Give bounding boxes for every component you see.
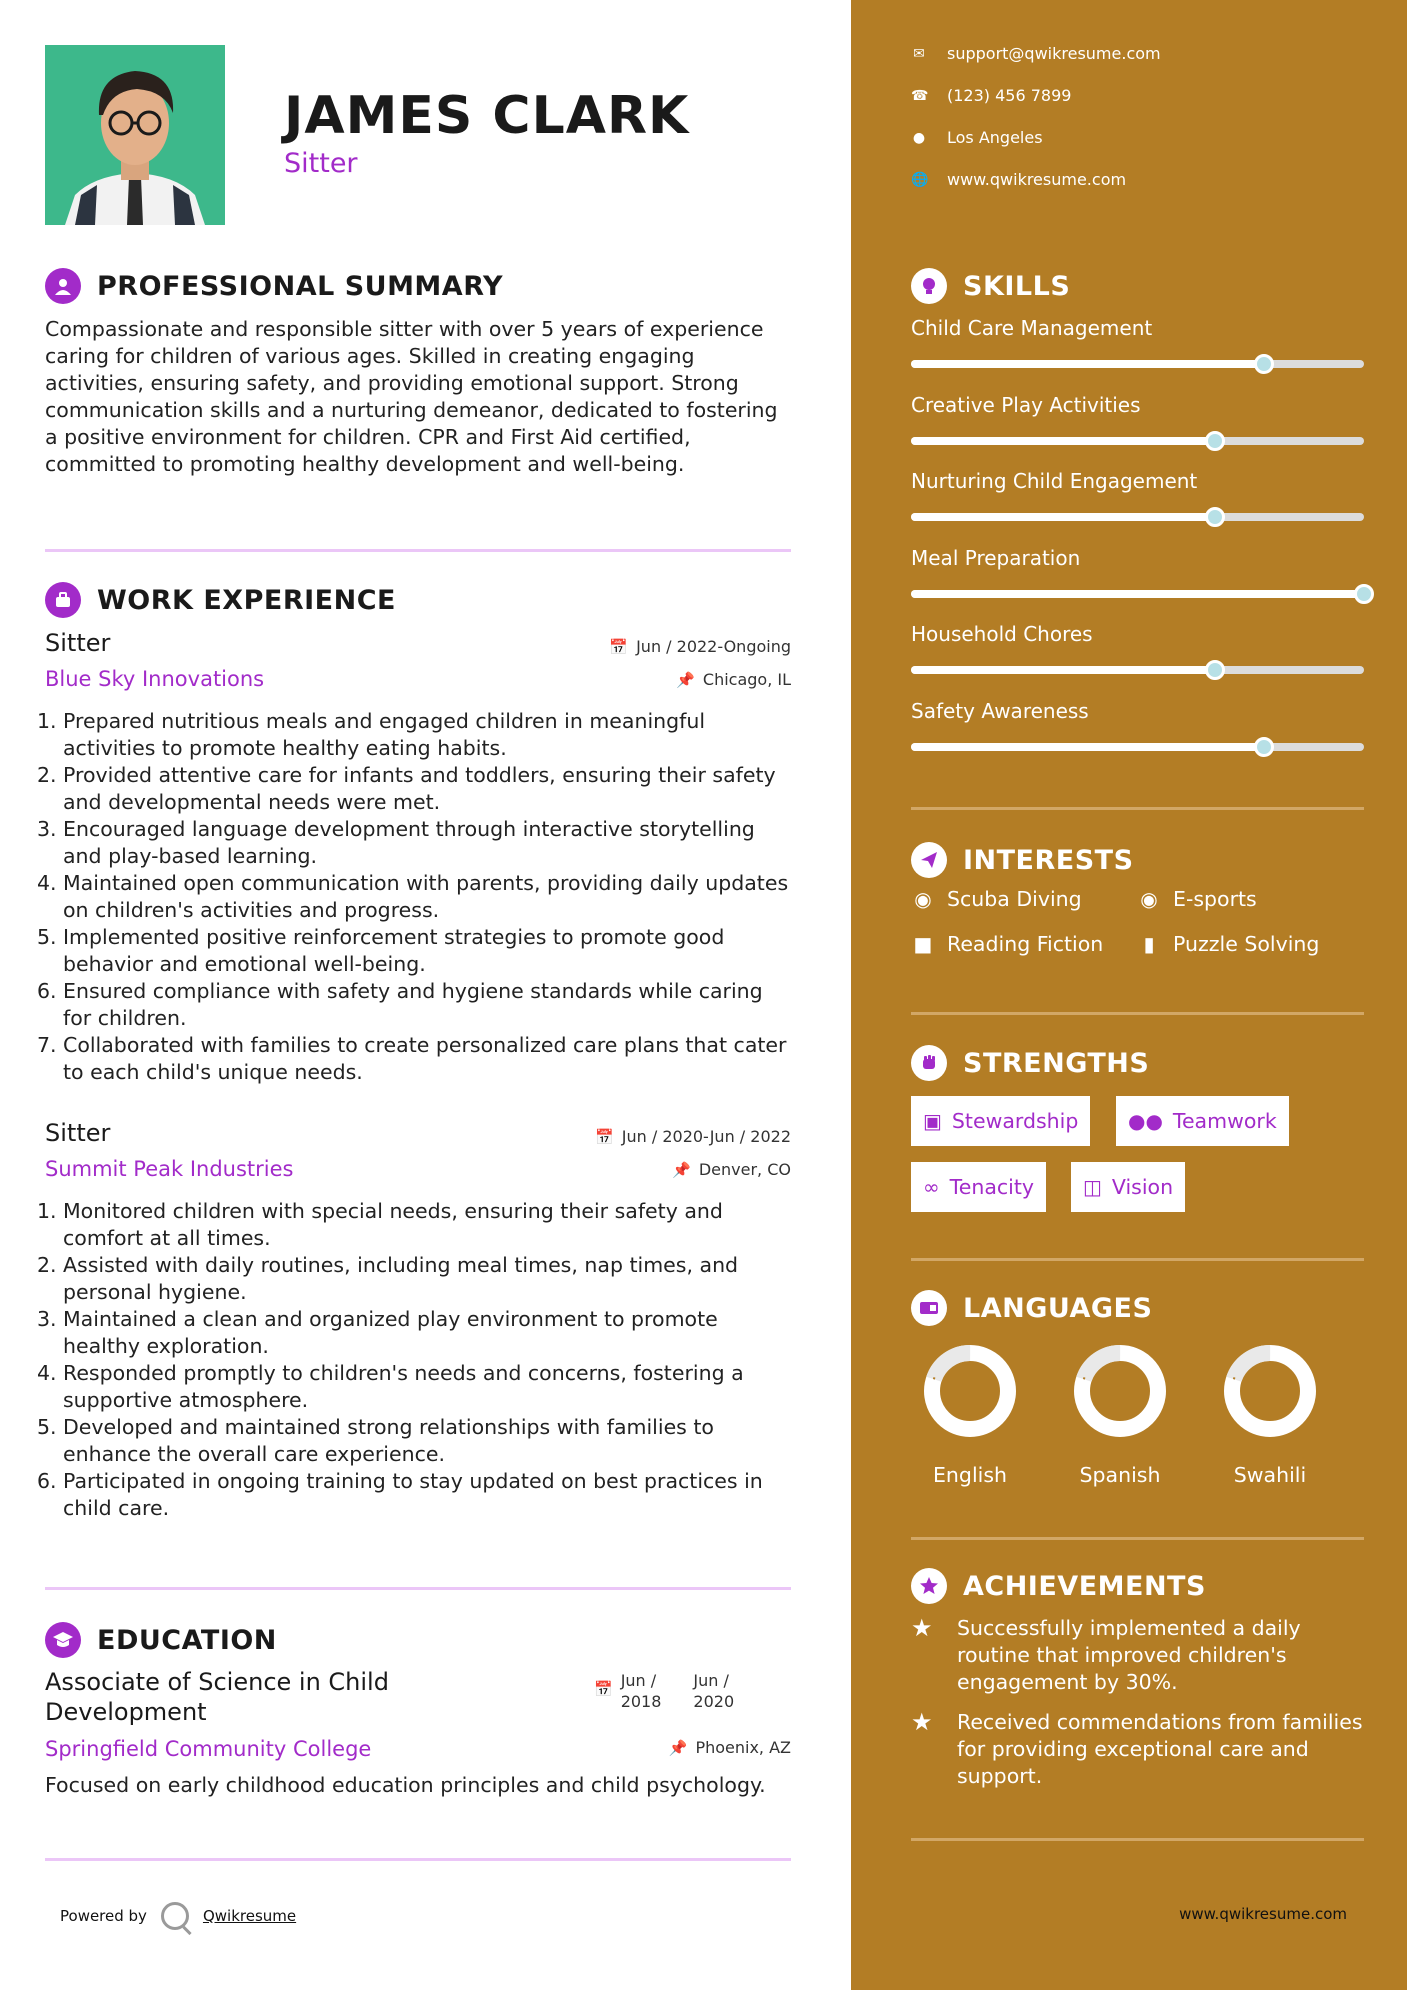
- list-item: Encouraged language development through interactive storytelling and play-based learning.: [63, 817, 755, 868]
- contact-phone-text: (123) 456 7899: [947, 86, 1072, 105]
- phone-icon: ☎: [911, 87, 929, 104]
- list-item: Maintained open communication with parents, providing daily updates on children's activities and progress.: [63, 871, 789, 922]
- graduation-cap-icon: [45, 1622, 81, 1658]
- calendar-icon: 📅: [594, 1680, 613, 1698]
- candidate-name: JAMES CLARK: [284, 86, 690, 146]
- binoculars-icon: ◫: [1083, 1175, 1102, 1199]
- pin-icon: 📌: [676, 670, 695, 689]
- divider: [45, 1587, 791, 1590]
- education-end-year: 2020: [693, 1692, 735, 1711]
- skill-name: Nurturing Child Engagement: [911, 469, 1198, 493]
- job-2-location: [672, 1160, 791, 1179]
- interest-puzzle-solving: [1137, 932, 1319, 956]
- achievement-item: [911, 1615, 1371, 1696]
- language-item: [905, 1343, 1035, 1487]
- skill-slider-knob: [1205, 507, 1225, 527]
- lightbulb-icon: [911, 268, 947, 304]
- list-item: Provided attentive care for infants and toddlers, ensuring their safety and developmental needs were met.: [63, 763, 776, 814]
- qwikresume-link[interactable]: Qwikresume: [202, 1907, 297, 1925]
- contact-phone[interactable]: [911, 86, 1071, 105]
- achievements-heading: [911, 1568, 1206, 1604]
- education-location: [669, 1738, 791, 1757]
- divider: [45, 1858, 791, 1861]
- job-1-company: Blue Sky Innovations: [45, 667, 265, 691]
- skill-slider-knob: [1354, 584, 1374, 604]
- list-item: Prepared nutritious meals and engaged children in meaningful activities to promote healthy eating habits.: [63, 709, 706, 760]
- divider: [911, 1838, 1364, 1841]
- language-level-ring: [922, 1343, 1018, 1439]
- skill-bar-fill: [911, 590, 1364, 598]
- skill-bar-fill: [911, 743, 1264, 751]
- education-end-month: Jun /: [693, 1671, 729, 1690]
- job-1-duties: [45, 708, 791, 1086]
- education-start-month: Jun /: [620, 1671, 657, 1690]
- divider: [911, 807, 1364, 810]
- interest-e-sports: [1137, 887, 1257, 911]
- job-2-duties: [45, 1198, 791, 1522]
- qwikresume-logo-icon: [161, 1902, 189, 1930]
- contact-location: [911, 128, 1043, 147]
- pin-icon: 📌: [668, 1738, 688, 1757]
- education-degree-line-1: Associate of Science in Child: [45, 1668, 389, 1696]
- skill-name: Safety Awareness: [911, 698, 1089, 723]
- divider: [911, 1012, 1364, 1015]
- education-dates: [594, 1670, 734, 1712]
- job-2-title: Sitter: [45, 1119, 111, 1147]
- strength-tenacity: [911, 1162, 1046, 1212]
- list-item: Collaborated with families to create personalized care plans that cater to each child's unique needs.: [63, 1033, 787, 1084]
- education-end: [693, 1670, 734, 1712]
- strengths-heading: [911, 1045, 1149, 1081]
- job-2-location-text: Denver, CO: [698, 1160, 791, 1179]
- experience-heading: [45, 582, 396, 618]
- lifebuoy-icon: ◉: [1140, 887, 1158, 911]
- paper-plane-icon: [911, 842, 947, 878]
- skill-bar-fill: [911, 513, 1215, 521]
- list-item: Maintained a clean and organized play environment to promote healthy exploration.: [63, 1307, 718, 1358]
- globe-icon: 🌐: [911, 171, 929, 188]
- achievement-text: Successfully implemented a daily routine that improved children's engagement by 30%.: [957, 1616, 1301, 1694]
- shooting-star-icon: ★: [911, 1614, 933, 1642]
- user-icon: [45, 268, 81, 304]
- briefcase-icon: [45, 582, 81, 618]
- skill-slider-knob: [1205, 431, 1225, 451]
- achievement-item: [911, 1709, 1371, 1790]
- footer-powered-by: [60, 1902, 296, 1930]
- interests-heading: [911, 842, 1134, 878]
- job-2-dates: [595, 1127, 791, 1146]
- education-location-text: Phoenix, AZ: [695, 1738, 791, 1757]
- education-degree-line-2: Development: [45, 1698, 207, 1726]
- fist-icon: [911, 1045, 947, 1081]
- star-icon: [911, 1568, 947, 1604]
- strength-label: Tenacity: [949, 1175, 1035, 1199]
- list-item: Ensured compliance with safety and hygiene standards while caring for children.: [63, 979, 763, 1030]
- pin-icon: 📌: [672, 1160, 691, 1179]
- lifebuoy-icon: ◉: [914, 887, 932, 911]
- job-2-company: Summit Peak Industries: [45, 1157, 294, 1181]
- list-item: Assisted with daily routines, including meal times, nap times, and personal hygiene.: [63, 1253, 739, 1304]
- summary-heading: [45, 268, 503, 304]
- skill-slider-knob: [1254, 354, 1274, 374]
- summary-heading-text: PROFESSIONAL SUMMARY: [97, 270, 504, 302]
- interest-label: Reading Fiction: [947, 932, 1104, 956]
- language-level-ring: [1072, 1343, 1168, 1439]
- education-heading-text: EDUCATION: [97, 1624, 277, 1656]
- contact-email[interactable]: [911, 44, 1161, 63]
- interest-label: Puzzle Solving: [1173, 932, 1320, 956]
- skill-bar: [911, 743, 1364, 751]
- language-name: Spanish: [1079, 1463, 1161, 1487]
- skill-name: Meal Preparation: [911, 545, 1081, 570]
- map-marker-icon: ●: [912, 129, 926, 146]
- divider: [911, 1537, 1364, 1540]
- language-icon: [911, 1290, 947, 1326]
- strength-teamwork: [1116, 1096, 1289, 1146]
- list-item: Implemented positive reinforcement strategies to promote good behavior and emotional well-being.: [63, 925, 725, 976]
- skill-slider-knob: [1254, 737, 1274, 757]
- footer-website[interactable]: www.qwikresume.com: [1179, 1905, 1347, 1923]
- language-level-ring: [1222, 1343, 1318, 1439]
- language-item: [1205, 1343, 1335, 1487]
- job-1-dates: [609, 637, 791, 656]
- skill-bar: [911, 437, 1364, 445]
- interest-label: Scuba Diving: [947, 887, 1082, 911]
- job-1-location: [676, 670, 791, 689]
- strengths-heading-text: STRENGTHS: [963, 1047, 1150, 1079]
- sidebar: [851, 0, 1407, 1990]
- education-school: Springfield Community College: [45, 1737, 372, 1761]
- job-1-dates-text: Jun / 2022-Ongoing: [636, 637, 791, 656]
- candidate-title: Sitter: [284, 148, 358, 179]
- users-icon: ●●: [1128, 1109, 1163, 1133]
- calendar-icon: 📅: [595, 1127, 614, 1146]
- contact-location-text: Los Angeles: [947, 128, 1043, 147]
- summary-text: Compassionate and responsible sitter with over 5 years of experience caring for children of various ages. Skilled in creating engaging activities, ensuring safety, and providing emotional support. Strong communication skills and a nurturing demeanor, dedicated to fostering a positive environment for children. CPR and First Aid certified, committed to promoting healthy development and well-being.: [45, 317, 778, 476]
- language-item: [1055, 1343, 1185, 1487]
- list-item: Responded promptly to children's needs and concerns, fostering a supportive atmosphere.: [63, 1361, 744, 1412]
- contact-website[interactable]: [911, 170, 1126, 189]
- education-degree: [45, 1667, 389, 1727]
- book-icon: ▮: [1143, 932, 1155, 956]
- skill-bar-fill: [911, 666, 1215, 674]
- education-start: [621, 1670, 662, 1712]
- strength-vision: [1071, 1162, 1185, 1212]
- briefcase-icon: ▣: [923, 1109, 942, 1133]
- skill-name: Creative Play Activities: [911, 392, 1141, 417]
- achievements-heading-text: ACHIEVEMENTS: [963, 1570, 1206, 1602]
- skill-bar: [911, 360, 1364, 368]
- skill-name: Child Care Management: [911, 316, 1153, 340]
- interest-scuba-diving: [911, 887, 1082, 911]
- strength-label: Stewardship: [951, 1109, 1079, 1133]
- languages-heading: [911, 1290, 1152, 1326]
- skill-bar-fill: [911, 437, 1215, 445]
- skills-heading-text: SKILLS: [963, 270, 1071, 302]
- skill-bar: [911, 590, 1364, 598]
- skill-bar: [911, 513, 1364, 521]
- language-name: Swahili: [1233, 1463, 1307, 1487]
- job-1-location-text: Chicago, IL: [702, 670, 791, 689]
- envelope-icon: ✉: [913, 45, 925, 62]
- education-description: Focused on early childhood education principles and child psychology.: [45, 1773, 766, 1797]
- education-start-year: 2018: [620, 1692, 662, 1711]
- contact-email-text: support@qwikresume.com: [947, 44, 1161, 63]
- interest-label: E-sports: [1173, 887, 1257, 911]
- shooting-star-icon: ★: [911, 1708, 933, 1736]
- list-item: Monitored children with special needs, ensuring their safety and comfort at all times.: [63, 1199, 723, 1250]
- list-item: Participated in ongoing training to stay updated on best practices in child care.: [63, 1469, 763, 1520]
- list-item: Developed and maintained strong relationships with families to enhance the overall care experience.: [63, 1415, 714, 1466]
- powered-by-text: Powered by: [60, 1907, 147, 1925]
- calendar-icon: 📅: [609, 637, 629, 656]
- skill-name: Household Chores: [911, 622, 1093, 646]
- strength-stewardship: [911, 1096, 1090, 1146]
- skills-heading: [911, 268, 1070, 304]
- achievement-text: Received commendations from families for providing exceptional care and support.: [957, 1710, 1363, 1788]
- strength-label: Teamwork: [1172, 1109, 1277, 1133]
- divider: [45, 549, 791, 552]
- link-icon: ∞: [923, 1175, 940, 1199]
- contact-website-text: www.qwikresume.com: [947, 170, 1127, 189]
- language-name: English: [932, 1463, 1008, 1487]
- languages-heading-text: LANGUAGES: [963, 1292, 1153, 1324]
- skill-bar: [911, 666, 1364, 674]
- profile-photo: [45, 45, 225, 225]
- skill-slider-knob: [1205, 660, 1225, 680]
- interest-reading-fiction: [911, 932, 1103, 956]
- job-2-dates-text: Jun / 2020-Jun / 2022: [621, 1127, 791, 1146]
- gamepad-icon: ■: [913, 932, 933, 956]
- strength-label: Vision: [1111, 1175, 1174, 1199]
- experience-heading-text: WORK EXPERIENCE: [97, 584, 396, 616]
- skill-bar-fill: [911, 360, 1264, 368]
- education-heading: [45, 1622, 277, 1658]
- divider: [911, 1258, 1364, 1261]
- interests-heading-text: INTERESTS: [963, 844, 1134, 876]
- job-1-title: Sitter: [45, 629, 111, 657]
